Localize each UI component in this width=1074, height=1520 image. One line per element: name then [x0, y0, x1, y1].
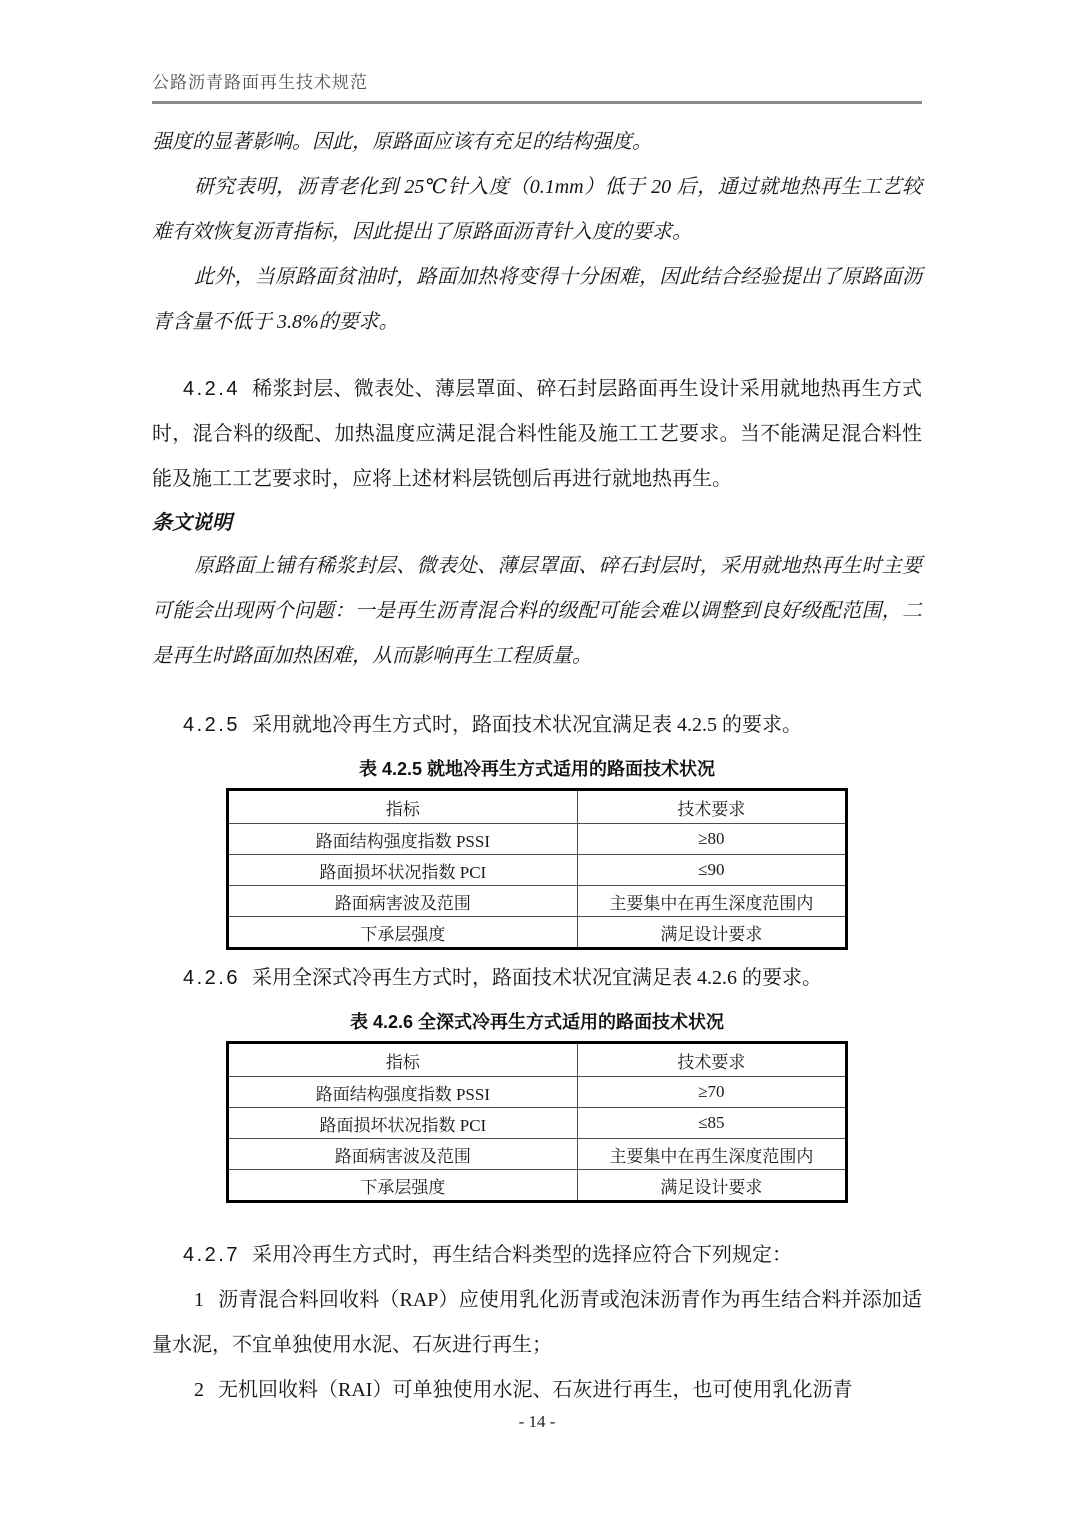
item-2-text: 无机回收料（RAI）可单独使用水泥、石灰进行再生，也可使用乳化沥青: [218, 1379, 853, 1401]
table-cell: ≤85: [577, 1108, 846, 1139]
running-head-title: 公路沥青路面再生技术规范: [152, 0, 922, 104]
table-cell: 下承层强度: [228, 917, 578, 949]
table-header-cell: 技术要求: [577, 1043, 846, 1077]
item-1-text: 沥青混合料回收料（RAP）应使用乳化沥青或泡沫沥青作为再生结合料并添加适量水泥，不宜单独使用水泥、石灰进行再生；: [152, 1289, 922, 1356]
table-4-2-6-caption: 表 4.2.6 全深式冷再生方式适用的路面技术状况: [349, 1012, 725, 1032]
table-cell: 路面病害波及范围: [228, 1139, 578, 1170]
clause-4-2-5: [152, 703, 922, 748]
table-4-2-6: [226, 1041, 848, 1203]
clause-4-2-6: [152, 956, 922, 1001]
table-row: [228, 917, 847, 949]
clause-4-2-7: [152, 1233, 922, 1278]
clause-4-2-7-item-1: [152, 1278, 922, 1368]
table-cell: ≤90: [577, 855, 846, 886]
item-2-number: 2: [194, 1379, 204, 1401]
table-cell: 路面病害波及范围: [228, 886, 578, 917]
table-cell: 满足设计要求: [577, 1170, 846, 1202]
page-header: [152, 0, 922, 104]
table-cell: 路面损坏状况指数 PCI: [228, 1108, 578, 1139]
table-row: [228, 1170, 847, 1202]
paragraph-carryover: 强度的显著影响。因此，原路面应该有充足的结构强度。: [152, 131, 652, 153]
clause-4-2-4-number: 4.2.4: [183, 378, 240, 400]
table-cell: ≥70: [577, 1077, 846, 1108]
item-1-number: 1: [194, 1289, 204, 1311]
table-header-row: [228, 1043, 847, 1077]
table-cell: ≥80: [577, 824, 846, 855]
table-cell: 主要集中在再生深度范围内: [577, 886, 846, 917]
table-row: [228, 1077, 847, 1108]
table-row: [228, 886, 847, 917]
table-4-2-5-caption: 表 4.2.5 就地冷再生方式适用的路面技术状况: [358, 759, 716, 779]
paragraph-besides: 此外，当原路面贫油时，路面加热将变得十分困难，因此结合经验提出了原路面沥青含量不低于 3.8%的要求。: [152, 266, 922, 333]
page-footer: [0, 1412, 1074, 1432]
table-cell: 主要集中在再生深度范围内: [577, 1139, 846, 1170]
table-4-2-5: [226, 788, 848, 950]
table-header-row: [228, 790, 847, 824]
document-body: [152, 120, 922, 1413]
page-content: [152, 0, 922, 1413]
table-row: [228, 1108, 847, 1139]
clause-4-2-4-text: 稀浆封层、微表处、薄层罩面、碎石封层路面再生设计采用就地热再生方式时，混合料的级配、加热温度应满足混合料性能及施工工艺要求。当不能满足混合料性能及施工工艺要求时，应将上述材料层铣刨后再进行就地热再生。: [152, 378, 922, 490]
table-header-cell: 技术要求: [577, 790, 846, 824]
table-row: [228, 1139, 847, 1170]
clause-4-2-5-number: 4.2.5: [183, 714, 240, 736]
clause-4-2-5-text: 采用就地冷再生方式时，路面技术状况宜满足表 4.2.5 的要求。: [251, 714, 802, 736]
clause-4-2-7-number: 4.2.7: [183, 1244, 240, 1266]
table-cell: 路面损坏状况指数 PCI: [228, 855, 578, 886]
table-cell: 满足设计要求: [577, 917, 846, 949]
commentary-paragraph: 原路面上铺有稀浆封层、微表处、薄层罩面、碎石封层时，采用就地热再生时主要可能会出现两个问题：一是再生沥青混合料的级配可能会难以调整到良好级配范围，二是再生时路面加热困难，从而影响再生工程质量。: [152, 555, 922, 667]
table-cell: 下承层强度: [228, 1170, 578, 1202]
clause-4-2-4: [152, 367, 922, 502]
commentary-heading: 条文说明: [152, 512, 232, 534]
clause-4-2-7-text: 采用冷再生方式时，再生结合料类型的选择应符合下列规定：: [251, 1244, 792, 1266]
clause-4-2-6-text: 采用全深式冷再生方式时，路面技术状况宜满足表 4.2.6 的要求。: [251, 967, 822, 989]
table-cell: 路面结构强度指数 PSSI: [228, 1077, 578, 1108]
table-row: [228, 824, 847, 855]
table-header-cell: 指标: [228, 1043, 578, 1077]
table-row: [228, 855, 847, 886]
table-header-cell: 指标: [228, 790, 578, 824]
page-number: - 14 -: [518, 1412, 556, 1431]
paragraph-research: 研究表明，沥青老化到 25℃针入度（0.1mm）低于 20 后，通过就地热再生工艺较难有效恢复沥青指标，因此提出了原路面沥青针入度的要求。: [152, 176, 922, 243]
clause-4-2-7-item-2: [152, 1368, 922, 1413]
clause-4-2-6-number: 4.2.6: [183, 967, 240, 989]
table-cell: 路面结构强度指数 PSSI: [228, 824, 578, 855]
